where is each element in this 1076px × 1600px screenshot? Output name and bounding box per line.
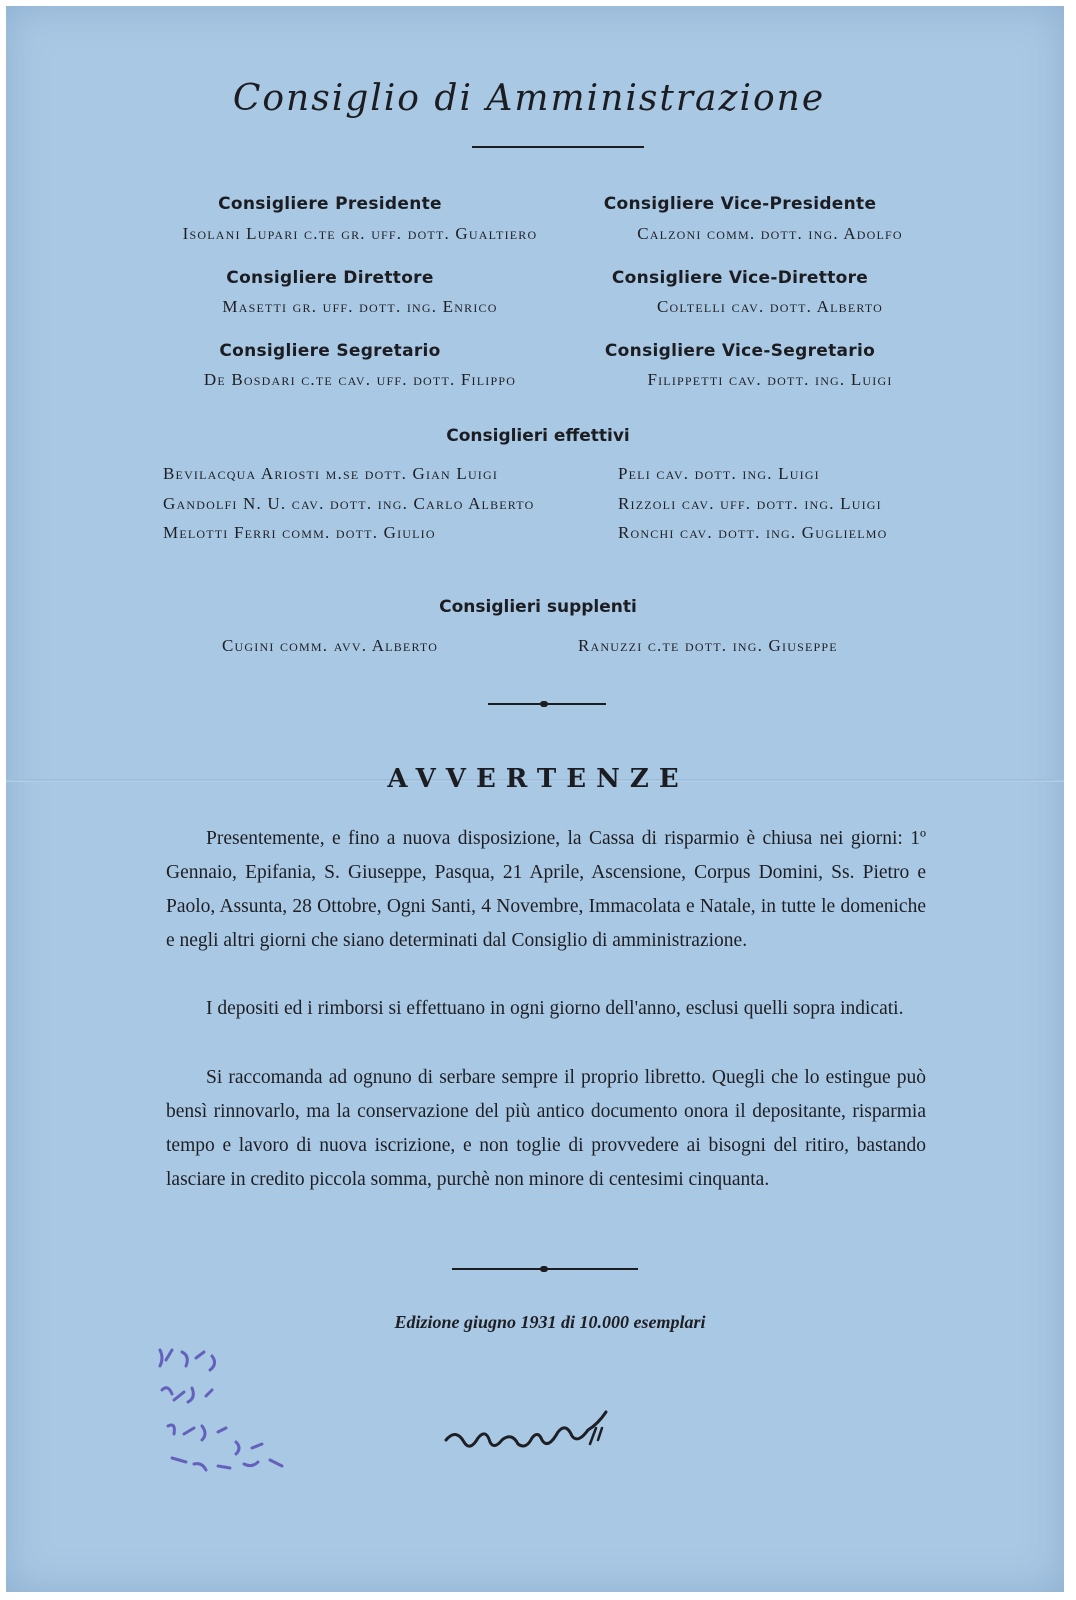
paragraph-closures: Presentemente, e fino a nuova disposizione, la Cassa di risparmio è chiusa nei giorni: 1º Gennaio, Epifania, S. Giuseppe, Pasqua, 21 Aprile, Ascensione, Corpus Domini, Ss. Pietro e Paolo, Assunta, 28 Ottobre, Ogni Santi, 4 Novembre, Immacolata e Natale, in tutte le domeniche e negli altri giorni che siano determinati dal Consiglio di amministrazione. <box>166 828 926 951</box>
member-supplente: Cugini comm. avv. Alberto <box>222 636 439 655</box>
name-vice-presidente: Calzoni comm. dott. ing. Adolfo <box>637 224 903 243</box>
name-direttore: Masetti gr. uff. dott. ing. Enrico <box>222 297 498 316</box>
member-effettivo: Rizzoli cav. uff. dott. ing. Luigi <box>618 494 882 513</box>
member-effettivo: Ronchi cav. dott. ing. Guglielmo <box>618 523 888 542</box>
name-vice-segretario: Filippetti cav. dott. ing. Luigi <box>647 370 893 389</box>
heading-effettivi: Consiglieri effettivi <box>446 426 630 446</box>
member-effettivo: Melotti Ferri comm. dott. Giulio <box>163 523 436 542</box>
paragraph-libretto: Si raccomanda ad ognuno di serbare sempre il proprio libretto. Quegli che lo estingue può bensì rinnovarlo, ma la conservazione del più antico documento onora il depositante, risparmia tempo e lavoro di nuova iscrizione, e non toglie di provvedere ai bisogni del ritiro, bastando lasciare in credito piccola somma, purchè non minore di centesimi cinquanta. <box>166 1067 926 1190</box>
page-title: Consiglio di Amministrazione <box>232 78 826 119</box>
role-vice-presidente: Consigliere Vice-Presidente <box>603 194 877 214</box>
member-supplente: Ranuzzi c.te dott. ing. Giuseppe <box>578 636 838 655</box>
role-vice-segretario: Consigliere Vice-Segretario <box>604 341 876 361</box>
edition-note: Edizione giugno 1931 di 10.000 esemplari <box>394 1312 706 1332</box>
name-presidente: Isolani Lupari c.te gr. uff. dott. Gualtiero <box>182 224 538 243</box>
avvertenze-heading: AVVERTENZE <box>387 764 689 794</box>
signature-mark <box>440 1410 670 1460</box>
member-effettivo: Peli cav. dott. ing. Luigi <box>618 464 820 483</box>
ornament-divider-bottom-dot <box>540 1266 548 1272</box>
name-segretario: De Bosdari c.te cav. uff. dott. Filippo <box>203 370 517 389</box>
heading-supplenti: Consiglieri supplenti <box>439 597 637 617</box>
role-direttore: Consigliere Direttore <box>226 268 434 288</box>
name-vice-direttore: Coltelli cav. dott. Alberto <box>656 297 884 316</box>
paragraph-deposits: I depositi ed i rimborsi si effettuano in ogni giorno dell'anno, esclusi quelli sopra indicati. <box>206 998 904 1019</box>
role-presidente: Consigliere Presidente <box>218 194 442 214</box>
ornament-divider-dot <box>540 701 548 707</box>
title-rule <box>472 146 644 148</box>
member-effettivo: Bevilacqua Ariosti m.se dott. Gian Luigi <box>163 464 499 483</box>
member-effettivo: Gandolfi N. U. cav. dott. ing. Carlo Alberto <box>163 494 535 513</box>
role-segretario: Consigliere Segretario <box>219 341 441 361</box>
stamp-mark <box>152 1330 332 1480</box>
role-vice-direttore: Consigliere Vice-Direttore <box>611 268 869 288</box>
